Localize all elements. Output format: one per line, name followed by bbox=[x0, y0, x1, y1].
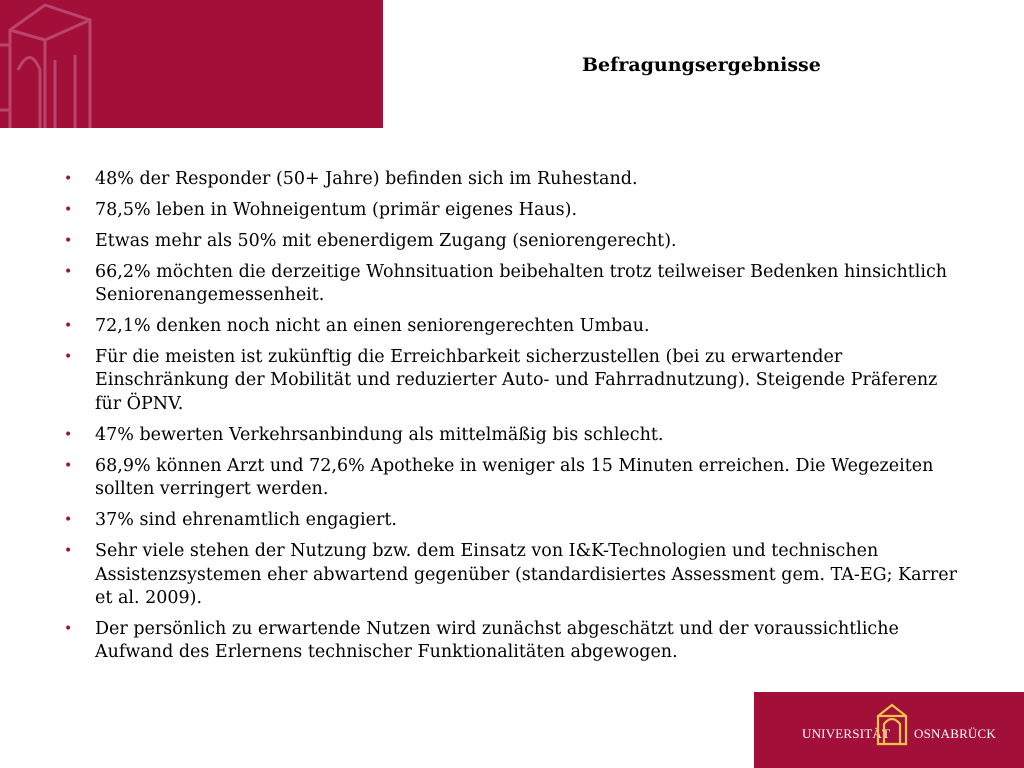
bullet-item bbox=[64, 261, 964, 308]
bullet-text: 37% sind ehrenamtlich engagiert. bbox=[95, 510, 397, 531]
bullet-text: 78,5% leben in Wohneigentum (primär eigenes Haus). bbox=[95, 199, 578, 220]
bullet-item bbox=[64, 230, 964, 254]
bullet-marker: • bbox=[64, 348, 73, 365]
bullet-item bbox=[64, 618, 964, 665]
building-outline-icon bbox=[0, 0, 383, 128]
bullet-item bbox=[64, 540, 964, 611]
bullet-text: 47% bewerten Verkehrsanbindung als mittelmäßig bis schlecht. bbox=[95, 424, 664, 445]
bullet-item bbox=[64, 315, 964, 339]
bullet-marker: • bbox=[64, 318, 73, 335]
bullet-marker: • bbox=[64, 232, 73, 249]
bullet-list bbox=[64, 168, 964, 672]
bullet-marker: • bbox=[64, 543, 73, 560]
bullet-item bbox=[64, 199, 964, 223]
logo-text-universitaet: UNIVERSITÄT bbox=[802, 726, 891, 741]
bullet-marker: • bbox=[64, 620, 73, 637]
bullet-text: Für die meisten ist zukünftig die Erreichbarkeit sicherzustellen (bei zu erwartender Einschränkung der Mobilität und reduzierter Auto- und Fahrradnutzung). Steigende Präferenz für ÖPNV. bbox=[95, 346, 938, 414]
bullet-marker: • bbox=[64, 201, 73, 218]
bullet-text: 68,9% können Arzt und 72,6% Apotheke in weniger als 15 Minuten erreichen. Die Wegezeiten sollten verringert werden. bbox=[95, 455, 934, 500]
university-logo bbox=[754, 692, 1024, 768]
bullet-marker: • bbox=[64, 171, 73, 187]
bullet-item bbox=[64, 168, 964, 192]
university-seal-icon bbox=[875, 702, 909, 746]
page-title: Befragungsergebnisse bbox=[582, 54, 821, 76]
bullet-text: 66,2% möchten die derzeitige Wohnsituation beibehalten trotz teilweiser Bedenken hinsichtlich Seniorenangemessenheit. bbox=[95, 261, 948, 306]
bullet-text: 72,1% denken noch nicht an einen seniorengerechten Umbau. bbox=[95, 316, 650, 337]
bullet-item bbox=[64, 509, 964, 533]
bullet-text: 48% der Responder (50+ Jahre) befinden sich im Ruhestand. bbox=[95, 169, 638, 189]
header-banner bbox=[0, 0, 383, 128]
logo-text-osnabrueck: OSNABRÜCK bbox=[914, 726, 996, 741]
bullet-marker: • bbox=[64, 263, 73, 280]
bullet-item bbox=[64, 455, 964, 502]
bullet-marker: • bbox=[64, 457, 73, 474]
bullet-marker: • bbox=[64, 426, 73, 443]
bullet-text: Der persönlich zu erwartende Nutzen wird zunächst abgeschätzt und der voraussichtliche Aufwand des Erlernens technischer Funktionalitäten abgewogen. bbox=[95, 618, 899, 663]
bullet-item bbox=[64, 424, 964, 448]
bullet-item bbox=[64, 346, 964, 417]
bullet-text: Etwas mehr als 50% mit ebenerdigem Zugang (seniorengerecht). bbox=[95, 230, 677, 251]
bullet-text: Sehr viele stehen der Nutzung bzw. dem Einsatz von I&K-Technologien und technischen Assistenzsystemen eher abwartend gegenüber (standardisiertes Assessment gem. TA-EG; Karrer et al. 2009). bbox=[95, 541, 958, 609]
bullet-marker: • bbox=[64, 512, 73, 529]
